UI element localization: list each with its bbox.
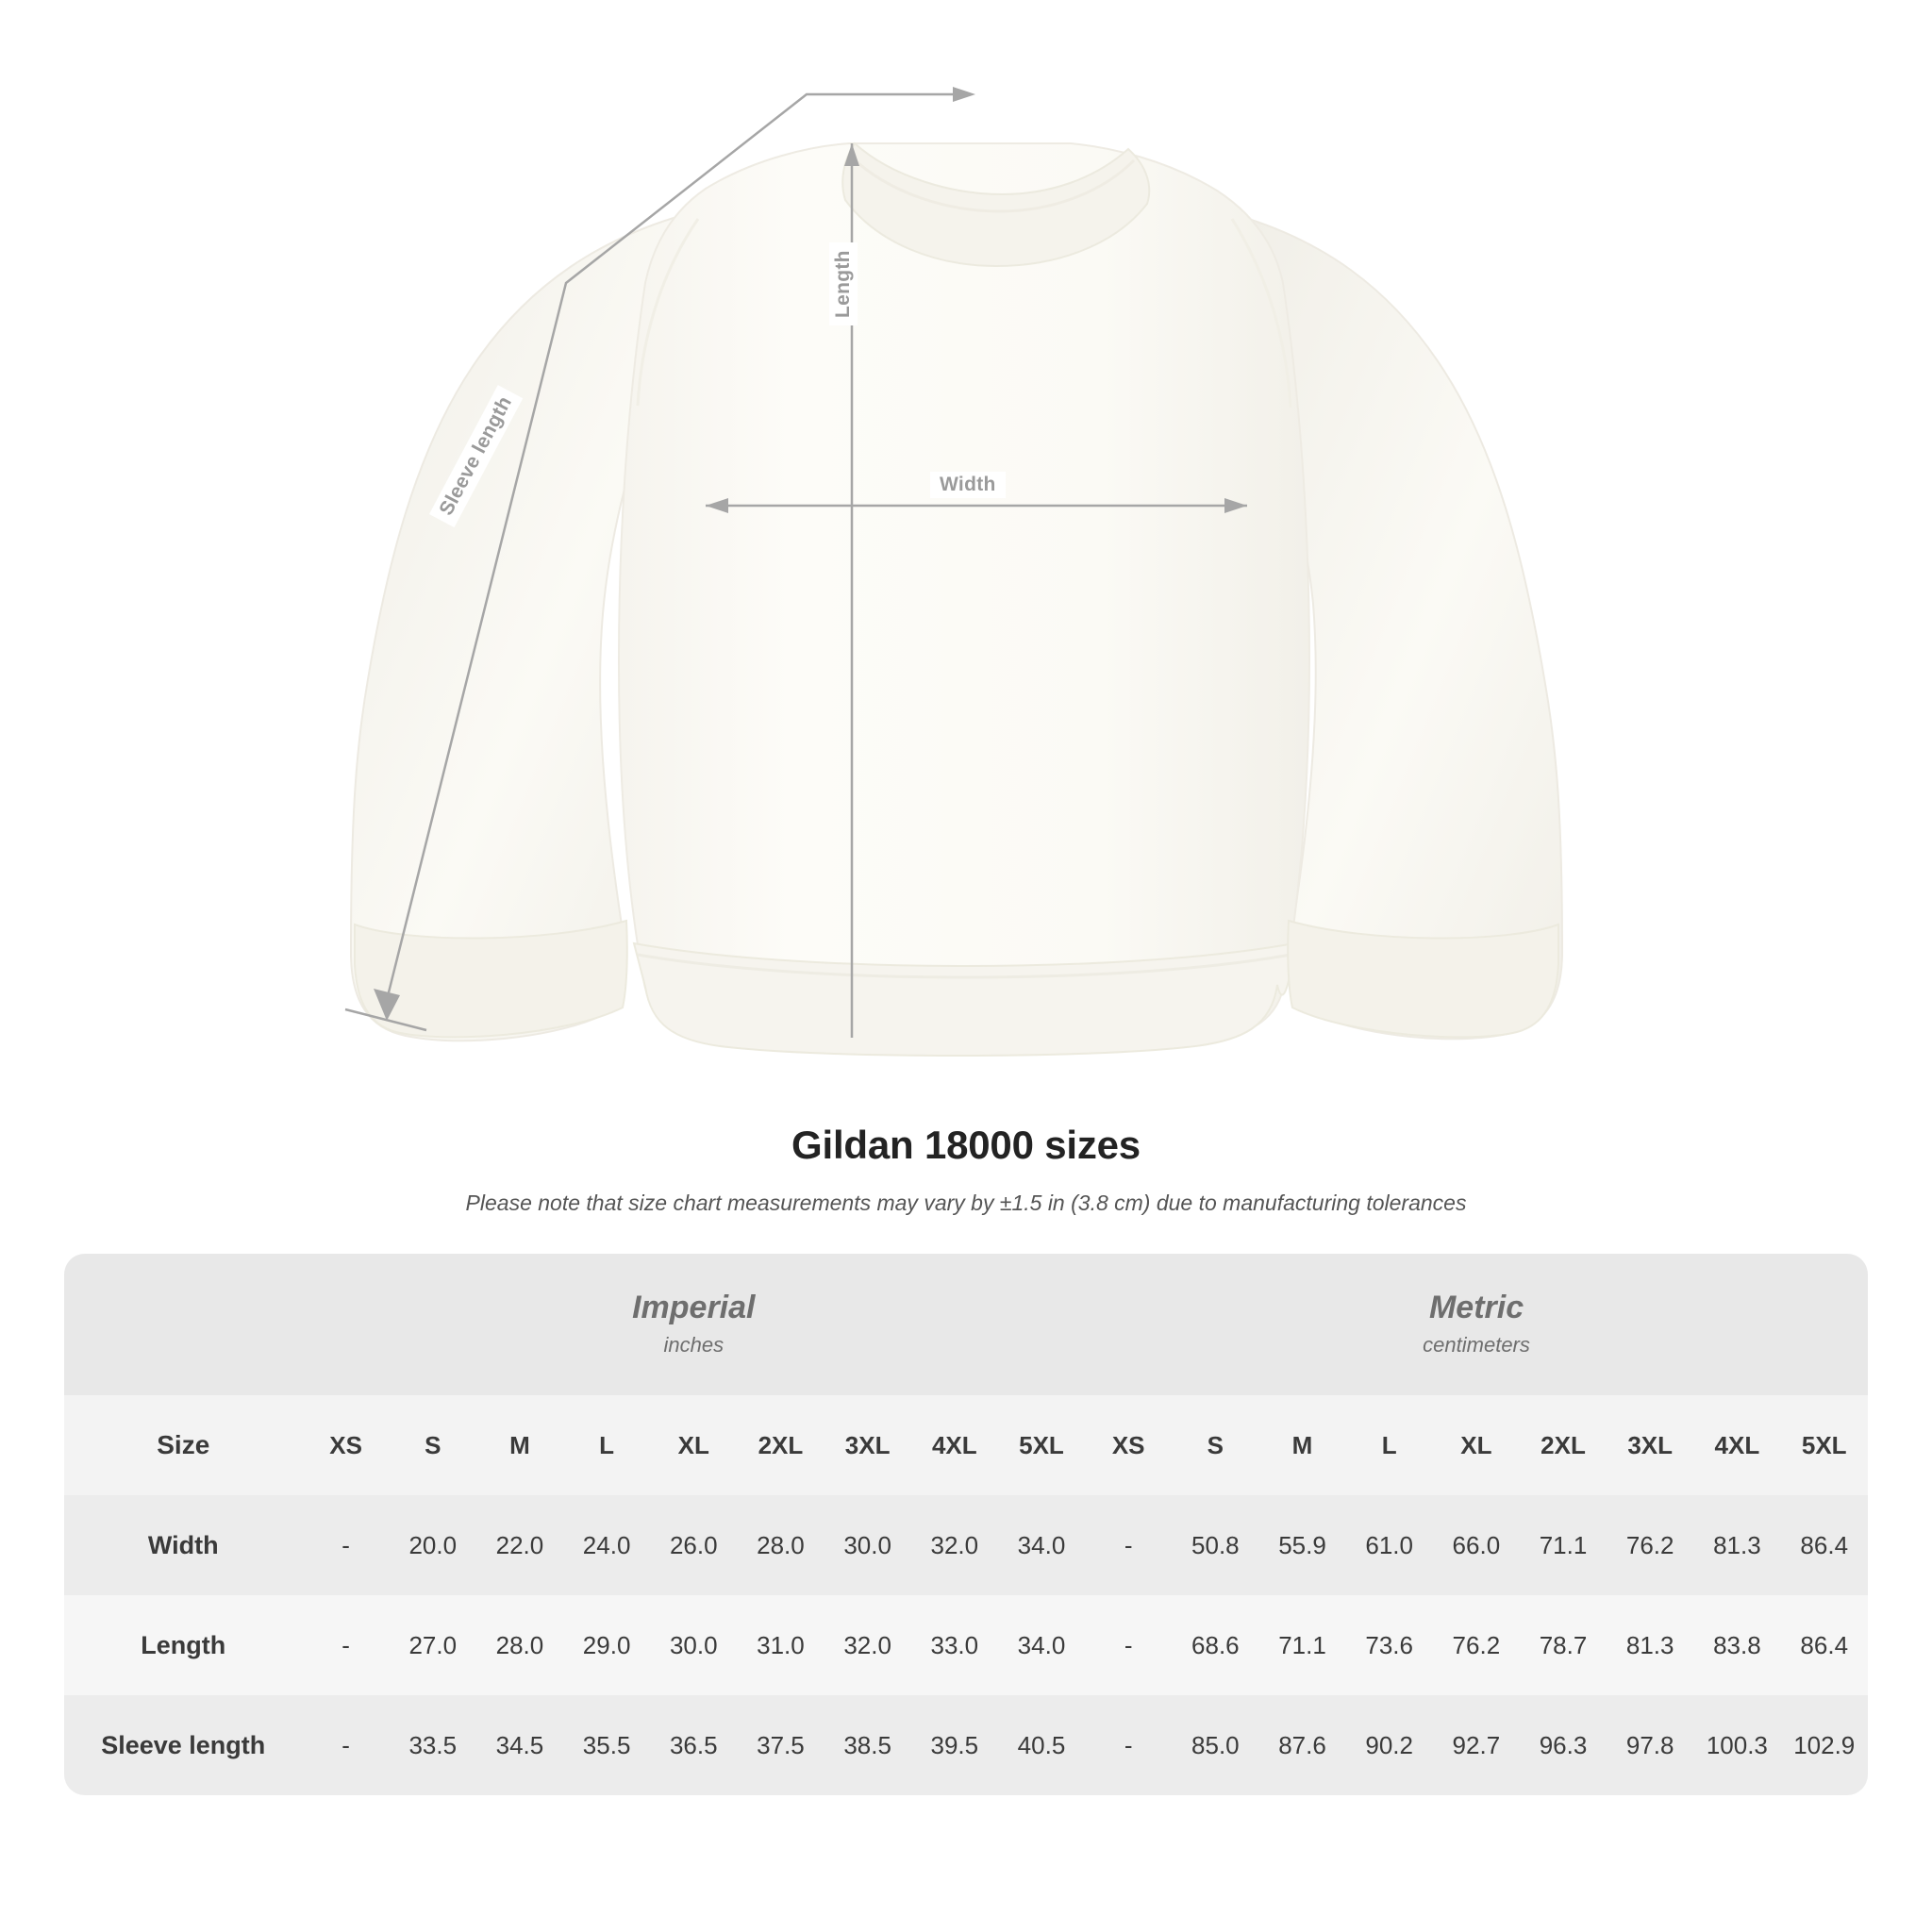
cell-sleeve-16: 100.3 <box>1693 1695 1780 1795</box>
size-header-xs-imperial: XS <box>303 1395 390 1495</box>
cell-width-11: 55.9 <box>1258 1495 1345 1595</box>
cell-sleeve-0: - <box>303 1695 390 1795</box>
cell-sleeve-7: 39.5 <box>911 1695 998 1795</box>
unit-header-spacer <box>64 1254 303 1395</box>
unit-metric-cell <box>1085 1254 1868 1395</box>
cell-length-0: - <box>303 1595 390 1695</box>
size-header-l-imperial: L <box>563 1395 650 1495</box>
size-header-m-metric: M <box>1258 1395 1345 1495</box>
cell-sleeve-10: 85.0 <box>1172 1695 1258 1795</box>
size-header-s-imperial: S <box>390 1395 476 1495</box>
unit-header-row <box>64 1254 1868 1395</box>
size-header-row <box>64 1395 1868 1495</box>
sleeve-length-dimension-label: Sleeve length <box>429 385 523 527</box>
cell-sleeve-6: 38.5 <box>824 1695 911 1795</box>
size-table-wrapper <box>64 1254 1868 1795</box>
cell-sleeve-8: 40.5 <box>998 1695 1085 1795</box>
cell-width-1: 20.0 <box>390 1495 476 1595</box>
tolerance-note: Please note that size chart measurements may vary by ±1.5 in (3.8 cm) due to manufacturing tolerances <box>465 1191 1467 1215</box>
cell-width-13: 66.0 <box>1433 1495 1520 1595</box>
cell-length-3: 29.0 <box>563 1595 650 1695</box>
left-cuff <box>355 921 627 1037</box>
cell-sleeve-4: 36.5 <box>650 1695 737 1795</box>
cell-width-14: 71.1 <box>1520 1495 1607 1595</box>
size-header-m-imperial: M <box>476 1395 563 1495</box>
cell-length-8: 34.0 <box>998 1595 1085 1695</box>
cell-length-10: 68.6 <box>1172 1595 1258 1695</box>
cell-width-17: 86.4 <box>1780 1495 1868 1595</box>
cell-length-17: 86.4 <box>1780 1595 1868 1695</box>
cell-sleeve-12: 90.2 <box>1346 1695 1433 1795</box>
cell-sleeve-5: 37.5 <box>737 1695 824 1795</box>
cell-width-12: 61.0 <box>1346 1495 1433 1595</box>
cell-sleeve-1: 33.5 <box>390 1695 476 1795</box>
table-row <box>64 1595 1868 1695</box>
unit-metric-sub: centimeters <box>1423 1332 1530 1357</box>
unit-imperial-cell <box>303 1254 1086 1395</box>
unit-imperial-sub: inches <box>663 1332 724 1357</box>
cell-length-13: 76.2 <box>1433 1595 1520 1695</box>
cell-length-4: 30.0 <box>650 1595 737 1695</box>
size-header-label: Size <box>64 1395 303 1495</box>
cell-width-8: 34.0 <box>998 1495 1085 1595</box>
size-header-3xl-metric: 3XL <box>1607 1395 1693 1495</box>
length-dimension-label: Length <box>829 242 858 325</box>
cell-width-2: 22.0 <box>476 1495 563 1595</box>
body <box>619 143 1309 1052</box>
cell-width-7: 32.0 <box>911 1495 998 1595</box>
cell-width-16: 81.3 <box>1693 1495 1780 1595</box>
cell-sleeve-2: 34.5 <box>476 1695 563 1795</box>
cell-length-1: 27.0 <box>390 1595 476 1695</box>
cell-sleeve-9: - <box>1085 1695 1172 1795</box>
cell-length-11: 71.1 <box>1258 1595 1345 1695</box>
size-header-3xl-imperial: 3XL <box>824 1395 911 1495</box>
cell-length-7: 33.0 <box>911 1595 998 1695</box>
size-header-2xl-imperial: 2XL <box>737 1395 824 1495</box>
cell-width-15: 76.2 <box>1607 1495 1693 1595</box>
size-header-2xl-metric: 2XL <box>1520 1395 1607 1495</box>
cell-sleeve-11: 87.6 <box>1258 1695 1345 1795</box>
cell-length-6: 32.0 <box>824 1595 911 1695</box>
cell-length-12: 73.6 <box>1346 1595 1433 1695</box>
cell-length-15: 81.3 <box>1607 1595 1693 1695</box>
cell-width-0: - <box>303 1495 390 1595</box>
cell-length-14: 78.7 <box>1520 1595 1607 1695</box>
cell-sleeve-15: 97.8 <box>1607 1695 1693 1795</box>
table-row <box>64 1495 1868 1595</box>
row-label-length: Length <box>64 1595 303 1695</box>
cell-width-3: 24.0 <box>563 1495 650 1595</box>
size-header-5xl-imperial: 5XL <box>998 1395 1085 1495</box>
unit-metric-name: Metric <box>1428 1290 1524 1326</box>
cell-sleeve-3: 35.5 <box>563 1695 650 1795</box>
row-label-sleeve-length: Sleeve length <box>64 1695 303 1795</box>
table-row <box>64 1695 1868 1795</box>
cell-sleeve-14: 96.3 <box>1520 1695 1607 1795</box>
unit-imperial-name: Imperial <box>632 1290 756 1326</box>
right-cuff <box>1288 921 1558 1037</box>
cell-sleeve-17: 102.9 <box>1780 1695 1868 1795</box>
size-header-5xl-metric: 5XL <box>1780 1395 1868 1495</box>
size-header-xl-metric: XL <box>1433 1395 1520 1495</box>
row-label-width: Width <box>64 1495 303 1595</box>
size-header-l-metric: L <box>1346 1395 1433 1495</box>
size-header-4xl-imperial: 4XL <box>911 1395 998 1495</box>
cell-sleeve-13: 92.7 <box>1433 1695 1520 1795</box>
cell-width-4: 26.0 <box>650 1495 737 1595</box>
size-header-xl-imperial: XL <box>650 1395 737 1495</box>
width-dimension-label: Width <box>930 472 1006 498</box>
sleeve-leader-arrow-top <box>953 87 975 102</box>
cell-width-10: 50.8 <box>1172 1495 1258 1595</box>
size-header-xs-metric: XS <box>1085 1395 1172 1495</box>
size-header-4xl-metric: 4XL <box>1693 1395 1780 1495</box>
size-header-s-metric: S <box>1172 1395 1258 1495</box>
cell-length-2: 28.0 <box>476 1595 563 1695</box>
page-title: Gildan 18000 sizes <box>791 1123 1141 1167</box>
cell-width-9: - <box>1085 1495 1172 1595</box>
cell-length-16: 83.8 <box>1693 1595 1780 1695</box>
cell-length-5: 31.0 <box>737 1595 824 1695</box>
title-block <box>0 1123 1932 1216</box>
cell-length-9: - <box>1085 1595 1172 1695</box>
size-table <box>64 1254 1868 1795</box>
cell-width-6: 30.0 <box>824 1495 911 1595</box>
cell-width-5: 28.0 <box>737 1495 824 1595</box>
